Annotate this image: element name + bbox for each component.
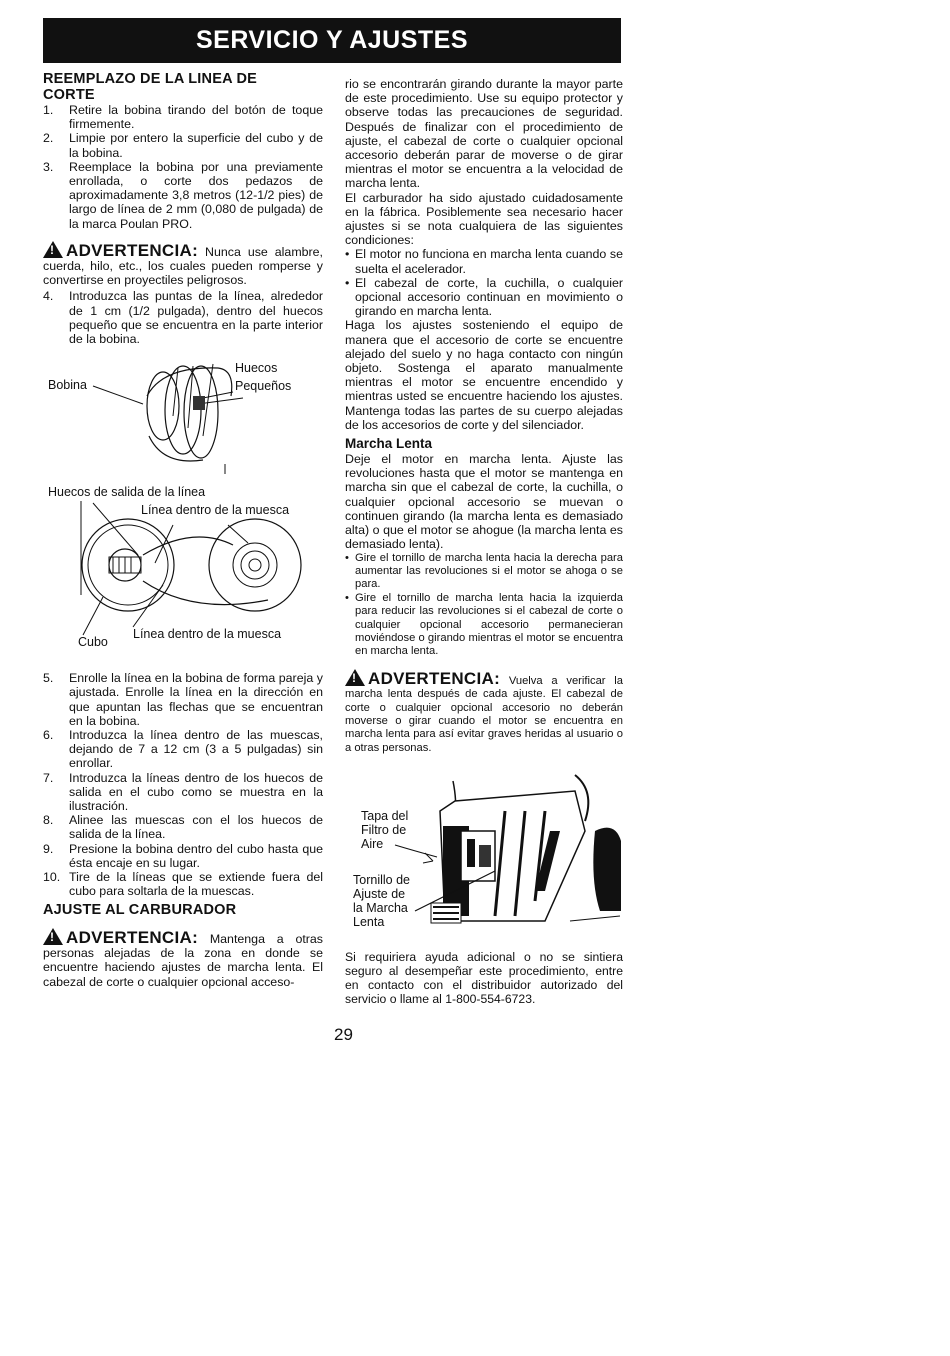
step-item <box>43 131 323 159</box>
page-number: 29 <box>334 1025 353 1044</box>
right-column <box>345 77 623 1006</box>
steps-list-c <box>43 671 323 898</box>
paragraph-5: Si requiriera ayuda adicional o no se sintiera seguro al desempeñar este procedimiento, entre en contacto con el distribuidor autorizado del servicio o llame al 1-800-554-6723. <box>345 950 623 1007</box>
step-item <box>43 771 323 814</box>
warning-text: Nunca use alambre, cuerda, hilo, etc., los cuales pueden romperse y convertirse en proyectiles peligrosos. <box>43 244 323 288</box>
hub-figure <box>43 485 323 653</box>
carburetor-figure <box>345 771 623 936</box>
step-number: 3. <box>43 159 54 174</box>
paragraph-1: rio se encontrarán girando durante la mayor parte de este procedimiento. Use su equipo protector y observe todas las precauciones de seguridad. Después de finalizar con el procedimiento de ajuste, el cabezal de corte o cualquier opcional accesorio deberán parar de moverse o de girar mientras el motor se encuentra a la velocidad de marcha lenta. <box>345 77 623 191</box>
label-tornillo-2: Ajuste de <box>353 887 406 902</box>
label-cubo: Cubo <box>78 635 108 650</box>
section-banner: SERVICIO Y AJUSTES <box>43 18 621 63</box>
heading-idle: Marcha Lenta <box>345 436 433 452</box>
step-text: Limpie por entero la superficie del cubo y de la bobina. <box>69 131 323 160</box>
label-tapa-2: Filtro de <box>361 823 407 838</box>
steps-list-b <box>43 289 323 346</box>
left-column <box>43 72 323 989</box>
step-item <box>43 870 323 898</box>
step-item <box>43 671 323 728</box>
step-number: 7. <box>43 770 54 785</box>
step-item <box>43 813 323 841</box>
step-number: 8. <box>43 813 54 828</box>
step-number: 1. <box>43 103 54 117</box>
step-text: Retire la bobina tirando del botón de toque firmemente. <box>69 103 323 132</box>
paragraph-3: Haga los ajustes sosteniendo el equipo de manera que el accesorio de corte se encuentre alejado del suelo y no haga contacto con ningún objeto. Sostenga el aparato manualmente mientras el motor se encuentre encendido y mientras usted se encuentre haciendo los ajustes. Mantenga todas las partes de su cuerpo alejadas de los accesorios de corte y del silenciador. <box>345 318 623 432</box>
step-text: Alinee las muescas con el los huecos de salida de la línea. <box>69 813 323 842</box>
paragraph-4: Deje el motor en marcha lenta. Ajuste las revoluciones hasta que el motor se mantenga en marcha sin que el cabezal de corte, la cuchilla, o cualquier opcional accesorio se muevan o continuen girando (la marcha lenta es demasiado alta) o que el motor se ahogue (la marcha lenta es demasiado lenta). <box>345 452 623 552</box>
warning-1 <box>43 241 323 288</box>
heading-line-replacement: REEMPLAZO DE LA LINEA DE CORTE <box>43 71 257 103</box>
label-linea-muesca-bottom: Línea dentro de la muesca <box>133 627 282 642</box>
hub-drawing <box>43 485 323 653</box>
bullet-item: • Gire el tornillo de marcha lenta hacia la izquierda para reducir las revoluciones si el cabezal de corte o cualquier opcional accesorio permanecieran moviéndose o girando mientras el motor se encuentra en marcha lenta. <box>345 592 623 659</box>
conditions-list <box>345 247 623 318</box>
label-pequenos: Pequeños <box>235 379 292 394</box>
warning-heading: ADVERTENCIA: <box>66 240 199 260</box>
step-text: Tire de la líneas que se extiende fuera del cubo para soltarla de la muescas. <box>69 870 323 899</box>
bullet-item: • El cabezal de corte, la cuchilla, o cualquier opcional accesorio continuan en movimiento o girando en marcha lenta. <box>345 276 623 319</box>
bullet-item: • El motor no funciona en marcha lenta cuando se suelta el acelerador. <box>345 247 623 275</box>
warning-heading: ADVERTENCIA: <box>368 668 501 688</box>
step-item <box>43 103 323 131</box>
warning-text: Mantenga a otras personas alejadas de la zona en donde se encuentre haciendo ajustes de marcha lenta. El cabezal de corte o cualquier opcional acceso- <box>43 932 323 989</box>
spool-figure <box>43 356 323 481</box>
idle-adjust-list <box>345 552 623 659</box>
step-number: 4. <box>43 289 54 304</box>
paragraph-2: El carburador ha sido ajustado cuidadosamente en la fábrica. Posiblemente sea necesario hacer ajustes si se nota cualquiera de las siguientes condiciones: <box>345 190 623 248</box>
label-huecos: Huecos <box>235 361 278 376</box>
step-text: Introduzca las puntas de la línea, alrededor de 1 cm (1/2 pulgada), dentro del huecos pequeño que se encuentra en la parte interior de la bobina. <box>69 289 323 347</box>
step-number: 10. <box>43 870 61 885</box>
label-huecos-salida: Huecos de salida de la línea <box>48 485 206 500</box>
warning-2 <box>43 928 323 989</box>
step-text: Presione la bobina dentro del cubo hasta que ésta encaje en su lugar. <box>69 841 323 870</box>
label-tornillo-4: Lenta <box>353 915 385 930</box>
step-text: Reemplace la bobina por una previamente enrollada, o corte dos pedazos de aproximadamente 3,8 metros (12-1/2 pies) de largo de línea de 2 mm (0,080 de pulgada) de la marca Poulan PRO. <box>69 159 323 231</box>
spool-drawing <box>43 356 323 481</box>
warning-triangle-icon <box>345 669 365 686</box>
bullet-item: • Gire el tornillo de marcha lenta hacia la derecha para aumentar las revoluciones si el motor se ahoga o se para. <box>345 552 623 592</box>
step-text: Enrolle la línea en la bobina de forma pareja y ajustada. Enrolle la línea en la dirección en que apuntan las flechas que se encuentran en la bobina. <box>69 671 323 728</box>
step-number: 5. <box>43 671 54 686</box>
step-item <box>43 289 323 346</box>
label-tapa-1: Tapa del <box>361 809 409 824</box>
label-linea-muesca-top: Línea dentro de la muesca <box>141 503 290 518</box>
step-number: 9. <box>43 841 54 856</box>
step-item <box>43 728 323 771</box>
step-text: Introduzca la líneas dentro de los huecos de salida en el cubo como se muestra en la ilustración. <box>69 770 323 814</box>
warning-3 <box>345 669 623 755</box>
step-item <box>43 842 323 870</box>
warning-text: Vuelva a verificar la marcha lenta después de cada ajuste. El cabezal de corte o cualquier opcional accesorio no deberán moverse o girar cuando el motor se encuentra en marcha lenta para así evitar graves heridas al usuario o a otras personas. <box>345 674 623 754</box>
label-tapa-3: Aire <box>361 837 384 852</box>
warning-triangle-icon <box>43 928 63 945</box>
warning-triangle-icon <box>43 241 63 258</box>
label-bobina: Bobina <box>48 378 87 393</box>
label-tornillo-1: Tornillo de <box>353 873 410 888</box>
step-number: 6. <box>43 728 54 743</box>
step-text: Introduzca la línea dentro de las muescas, dejando de 7 a 12 cm (3 a 5 pulgadas) sin enrollar. <box>69 728 323 771</box>
label-tornillo-3: la Marcha <box>353 901 408 916</box>
steps-list-a <box>43 103 323 231</box>
step-item <box>43 160 323 231</box>
carburetor-drawing <box>345 771 623 936</box>
heading-carburetor: AJUSTE AL CARBURADOR <box>43 901 237 918</box>
step-number: 2. <box>43 131 54 146</box>
warning-heading: ADVERTENCIA: <box>66 928 199 947</box>
